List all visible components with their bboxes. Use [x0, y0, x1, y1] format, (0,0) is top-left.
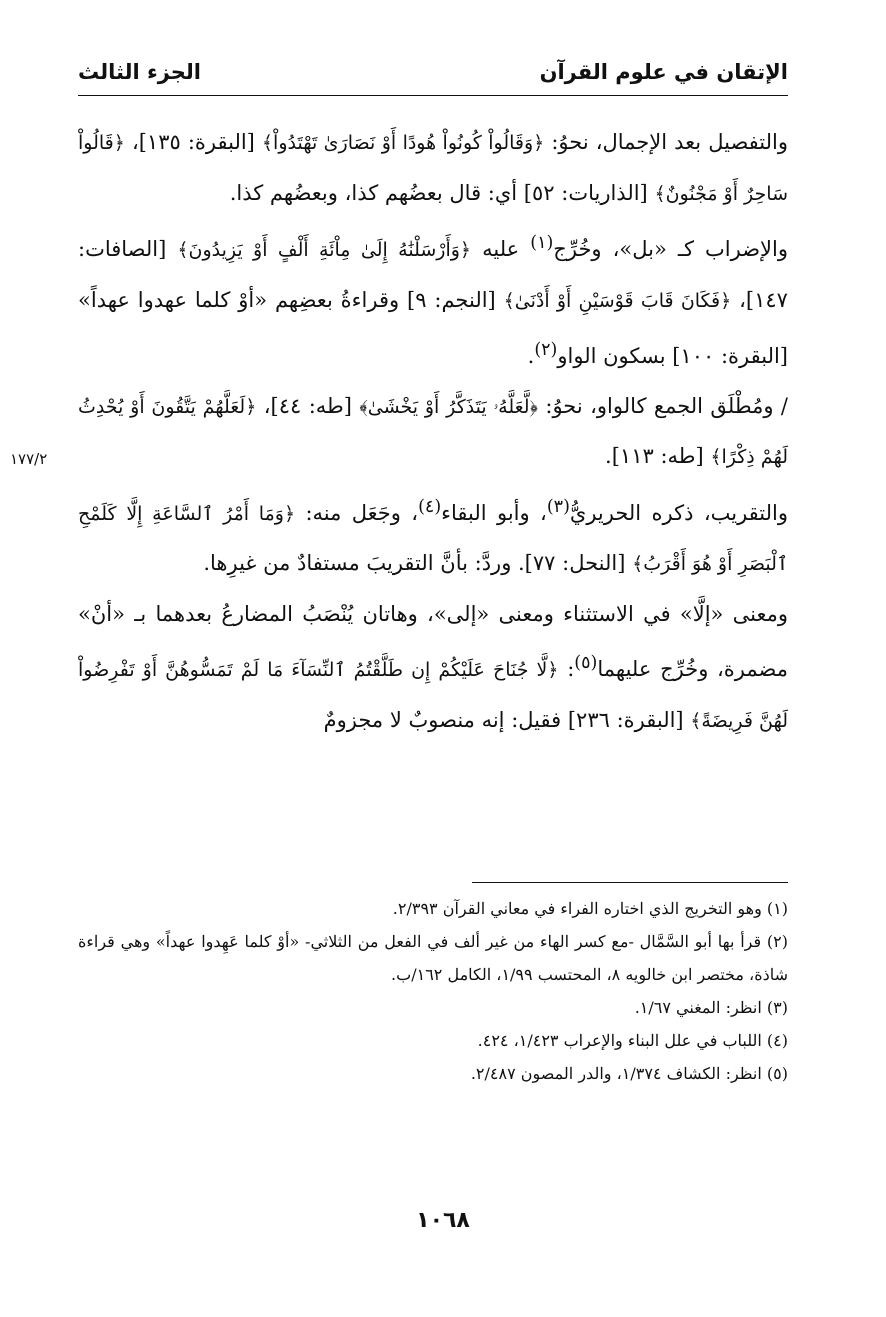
footnotes: [78, 892, 788, 1090]
main-text: [78, 118, 788, 746]
quran-quote: ﴿قَالُواْ سَاحِرٌ أَوْ مَجْنُونٌ﴾: [78, 132, 788, 205]
quran-quote: ﴿وَقَالُواْ كُونُواْ هُودًا أَوْ نَصَارَىٰ تَهْتَدُواْ﴾: [261, 132, 545, 154]
quran-quote: ﴿لَّعَلَّهُۥ يَتَذَكَّرُ أَوْ يَخْشَىٰ﴾: [359, 395, 538, 418]
running-header: [78, 52, 788, 92]
paragraph: والتقريب، ذكره الحريريُّ$^{(٣)}$، وأبو البقاء$^{(٤)}$، وجَعَل منه: ﴿وَمَا أَمْرُ ٱلسَّاعَةِ إِلَّا كَلَمْحِ ٱلْبَصَرِ أَوْ هُوَ أَقْرَبُ﴾ [النحل: ٧٧]. وردَّ: بأنَّ التقريبَ مستفادٌ من غيرِها.: [78, 496, 788, 575]
part-label: الجزء الثالث: [78, 60, 201, 84]
quran-quote: ﴿لَّا جُنَاحَ عَلَيْكُمْ إِن طَلَّقْتُمُ ٱلنِّسَآءَ مَا لَمْ تَمَسُّوهُنَّ أَوْ تَفْرِضُواْ لَهُنَّ فَرِيضَةً﴾: [78, 659, 788, 732]
paragraph: ومعنى «إلَّا» في الاستثناء ومعنى «إلى»، وهاتان يُنْصَبُ المضارعُ بعدهما بـ «أنْ» مضمرة، وخُرِّج عليهما$^{(٥)}$: ﴿لَّا جُنَاحَ عَلَيْكُمْ إِن طَلَّقْتُمُ ٱلنِّسَآءَ مَا لَمْ تَمَسُّوهُنَّ أَوْ تَفْرِضُواْ لَهُنَّ فَرِيضَةً﴾ [البقرة: ٢٣٦] فقيل: إنه منصوبٌ لا مجزومٌ: [78, 601, 788, 732]
paragraph: والإضراب كـ «بل»، وخُرِّج$^{(١)}$ عليه ﴿وَأَرْسَلْنَٰهُ إِلَىٰ مِاْئَةِ أَلْفٍ أَوْ يَزِيدُونَ﴾ [الصافات: ١٤٧]، ﴿فَكَانَ قَابَ قَوْسَيْنِ أَوْ أَدْنَىٰ﴾ [النجم: ٩] وقراءةُ بعضِهم «أوْ كلما عهدوا عهداً» [البقرة: ١٠٠] بسكون الواو$^{(٢)}$.: [78, 233, 789, 368]
footnote-marker[interactable]: (٤): [418, 496, 442, 517]
header-rule: [78, 95, 788, 96]
footnote: (٥) انظر: الكشاف ١/٣٧٤، والدر المصون ٢/٤٨٧.: [470, 1064, 788, 1083]
paragraph: / ومُطْلَق الجمع كالواو، نحوُ: ﴿لَّعَلَّهُۥ يَتَذَكَّرُ أَوْ يَخْشَىٰ﴾ [طه: ٤٤]، ﴿لَعَلَّهُمْ يَتَّقُونَ أَوْ يُحْدِثُ لَهُمْ ذِكْرًا﴾ [طه: ١١٣].: [78, 393, 788, 468]
quran-quote: ﴿فَكَانَ قَابَ قَوْسَيْنِ أَوْ أَدْنَىٰ﴾: [503, 289, 732, 312]
page-number: ١٠٦٨: [416, 1208, 470, 1233]
footnote-marker[interactable]: (٣): [546, 496, 570, 517]
footnote: (٢) قرأ بها أبو السَّمَّال -مع كسر الهاء من غير ألف في الفعل من الثلاثي- «أوْ كلما عَهِدوا عهداً» وهي قراءة شاذة، مختصر ابن خالويه ٨، المحتسب ١/٩٩، الكامل ١٦٢/ب.: [78, 932, 788, 984]
book-title: الإتقان في علوم القرآن: [539, 60, 788, 84]
margin-reference: ١٧٧/٢: [10, 450, 48, 468]
quran-quote: ﴿وَأَرْسَلْنَٰهُ إِلَىٰ مِاْئَةِ أَلْفٍ أَوْ يَزِيدُونَ﴾: [177, 239, 472, 261]
quran-quote: ﴿وَمَا أَمْرُ ٱلسَّاعَةِ إِلَّا كَلَمْحِ ٱلْبَصَرِ أَوْ هُوَ أَقْرَبُ﴾: [78, 502, 788, 575]
footnote: (٤) اللباب في علل البناء والإعراب ١/٤٢٣، ٤٢٤.: [477, 1031, 788, 1050]
footnote-marker[interactable]: (٥): [574, 653, 598, 673]
footnote-rule: [472, 882, 788, 883]
footnote: (٣) انظر: المغني ١/٦٧.: [634, 998, 788, 1017]
quran-quote: ﴿لَعَلَّهُمْ يَتَّقُونَ أَوْ يُحْدِثُ لَهُمْ ذِكْرًا﴾: [78, 395, 788, 468]
footnote: (١) وهو التخريج الذي اختاره الفراء في معاني القرآن ٢/٣٩٣.: [392, 899, 788, 918]
paragraph: والتفصيل بعد الإجمال، نحوُ: ﴿وَقَالُواْ كُونُواْ هُودًا أَوْ نَصَارَىٰ تَهْتَدُواْ﴾ [البقرة: ١٣٥]، ﴿قَالُواْ سَاحِرٌ أَوْ مَجْنُونٌ﴾ [الذاريات: ٥٢] أي: قال بعضُهم كذا، وبعضُهم كذا.: [78, 130, 788, 205]
footnote-marker[interactable]: (٢): [534, 340, 558, 360]
footnote-marker[interactable]: (١): [530, 233, 554, 253]
